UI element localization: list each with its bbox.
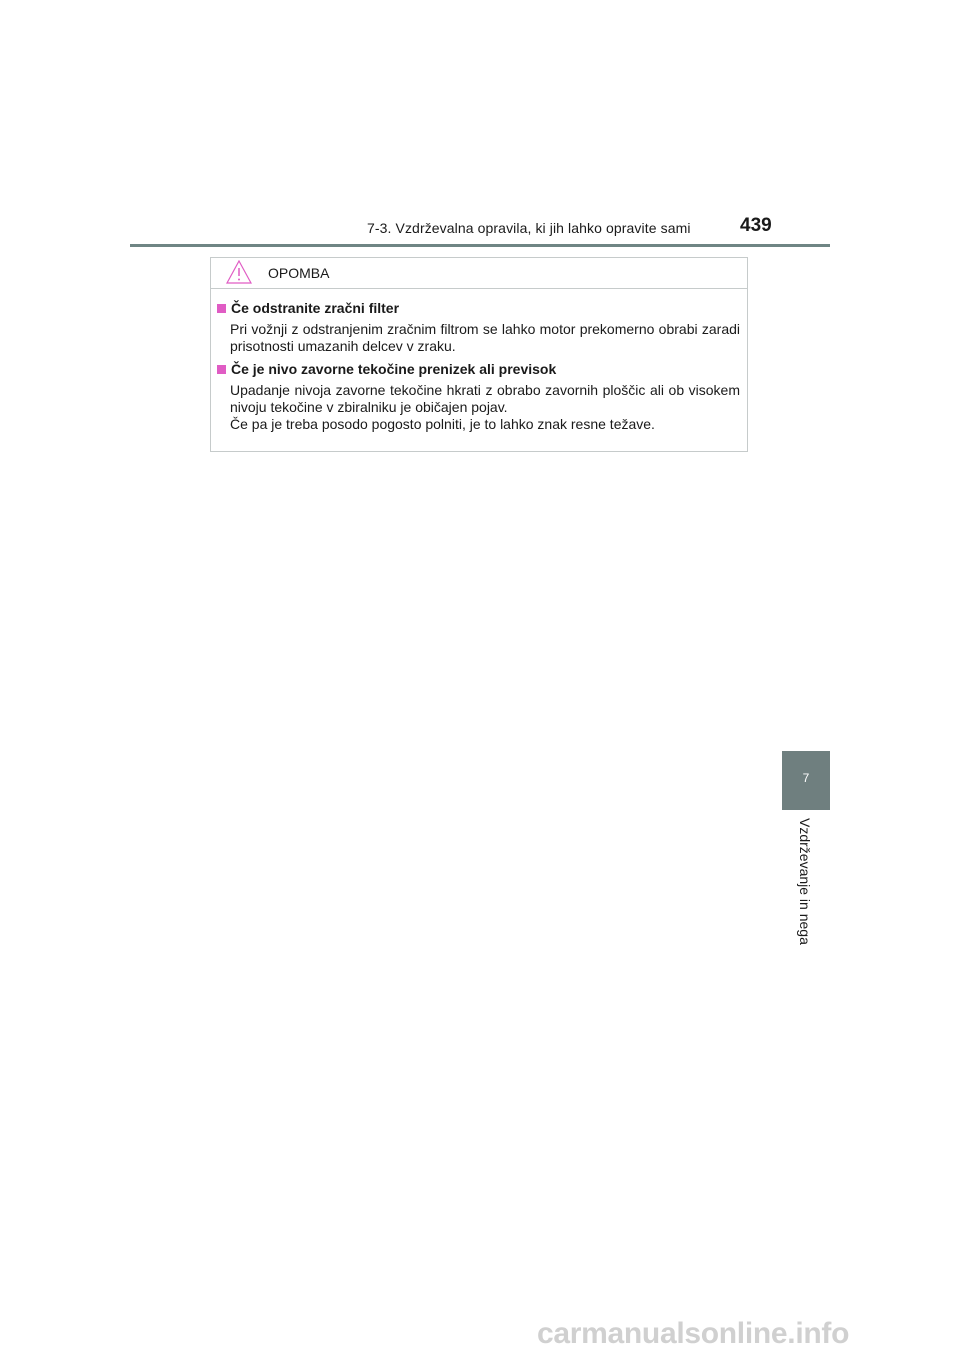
item-body — [230, 382, 740, 433]
header-rule — [130, 244, 830, 247]
notice-box — [210, 257, 748, 452]
body-paragraph: Upadanje nivoja zavorne tekočine hkrati z obrabo zavornih ploščic ali ob visokem nivoju tekočine v zbiralniku je običajen pojav. — [230, 382, 740, 415]
notice-label: OPOMBA — [268, 265, 330, 281]
item-heading-text: Če je nivo zavorne tekočine prenizek ali previsok — [231, 361, 557, 377]
item-heading-text: Če odstranite zračni filter — [231, 300, 400, 316]
chapter-title: Vzdrževanje in nega — [797, 818, 813, 945]
body-paragraph: Če pa je treba posodo pogosto polniti, je to lahko znak resne težave. — [230, 416, 655, 432]
body-paragraph: Pri vožnji z odstranjenim zračnim filtrom se lahko motor prekomerno obrabi zaradi prisotnosti umazanih delcev v zraku. — [230, 321, 740, 354]
chapter-tab — [782, 751, 830, 810]
chapter-number: 7 — [802, 771, 810, 785]
section-title: 7-3. Vzdrževalna opravila, ki jih lahko opravite sami — [367, 220, 691, 236]
notice-header — [211, 258, 747, 289]
warning-triangle-icon — [226, 260, 252, 284]
watermark: carmanualsonline.info — [537, 1317, 850, 1350]
item-heading — [217, 300, 399, 316]
page-number: 439 — [740, 215, 772, 236]
square-bullet-icon — [217, 365, 226, 374]
square-bullet-icon — [217, 304, 226, 313]
item-body — [230, 321, 740, 355]
item-heading — [217, 361, 556, 377]
